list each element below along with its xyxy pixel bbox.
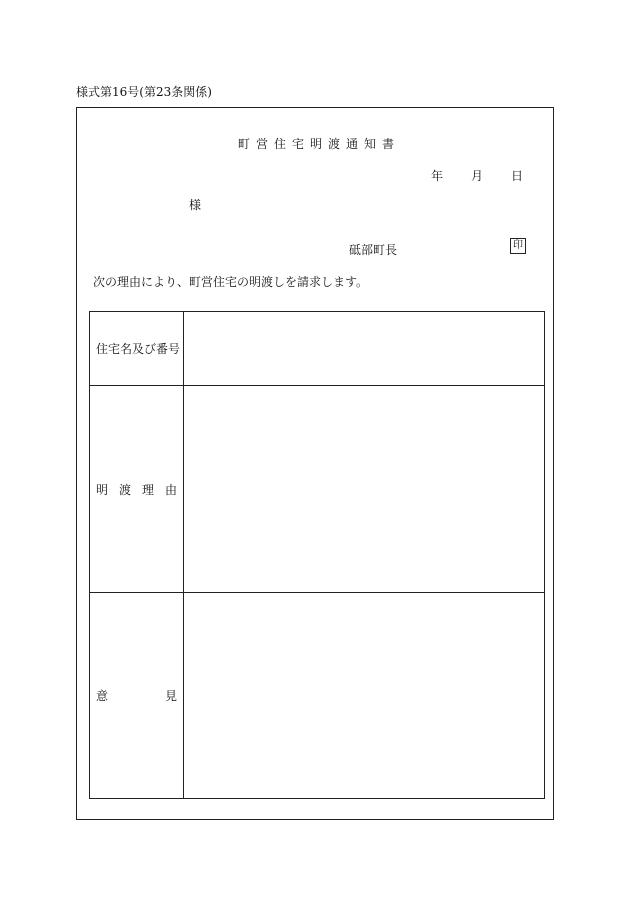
addressee-suffix: 様 (189, 198, 202, 212)
label-char: 見 (164, 689, 177, 703)
opinion-label (90, 593, 184, 799)
label-char: 明 (96, 482, 109, 497)
table-row (90, 593, 545, 799)
date-year-label: 年 (430, 169, 443, 183)
table-row (90, 386, 545, 593)
document-title (77, 135, 553, 152)
title-char: 住 (273, 137, 286, 151)
housing-name-label: 住宅名及び番号 (90, 312, 184, 386)
date-month-label: 月 (470, 169, 483, 183)
seal-mark-icon: 印 (510, 238, 526, 254)
title-char: 営 (255, 137, 268, 151)
vacate-reason-field[interactable] (184, 386, 545, 593)
vacate-reason-label (90, 386, 184, 593)
title-char: 町 (237, 137, 250, 151)
date-line (431, 167, 523, 184)
housing-name-field[interactable] (184, 312, 545, 386)
title-char: 宅 (291, 137, 304, 151)
title-char: 渡 (328, 137, 341, 151)
label-char: 意 (96, 689, 109, 703)
label-char: 由 (164, 482, 177, 497)
date-day-label: 日 (510, 169, 523, 183)
label-char: 渡 (118, 482, 131, 497)
title-char: 知 (364, 137, 377, 151)
title-char: 通 (346, 137, 359, 151)
form-number: 様式第16号(第23条関係) (76, 85, 212, 99)
label-char: 理 (141, 482, 154, 497)
table-row (90, 312, 545, 386)
title-char: 書 (382, 137, 395, 151)
notice-form (76, 107, 554, 820)
request-statement: 次の理由により、町営住宅の明渡しを請求します。 (93, 275, 369, 289)
opinion-field[interactable] (184, 593, 545, 799)
sender-name: 砥部町長 (349, 243, 398, 257)
title-char: 明 (309, 137, 322, 151)
details-table (89, 311, 545, 799)
